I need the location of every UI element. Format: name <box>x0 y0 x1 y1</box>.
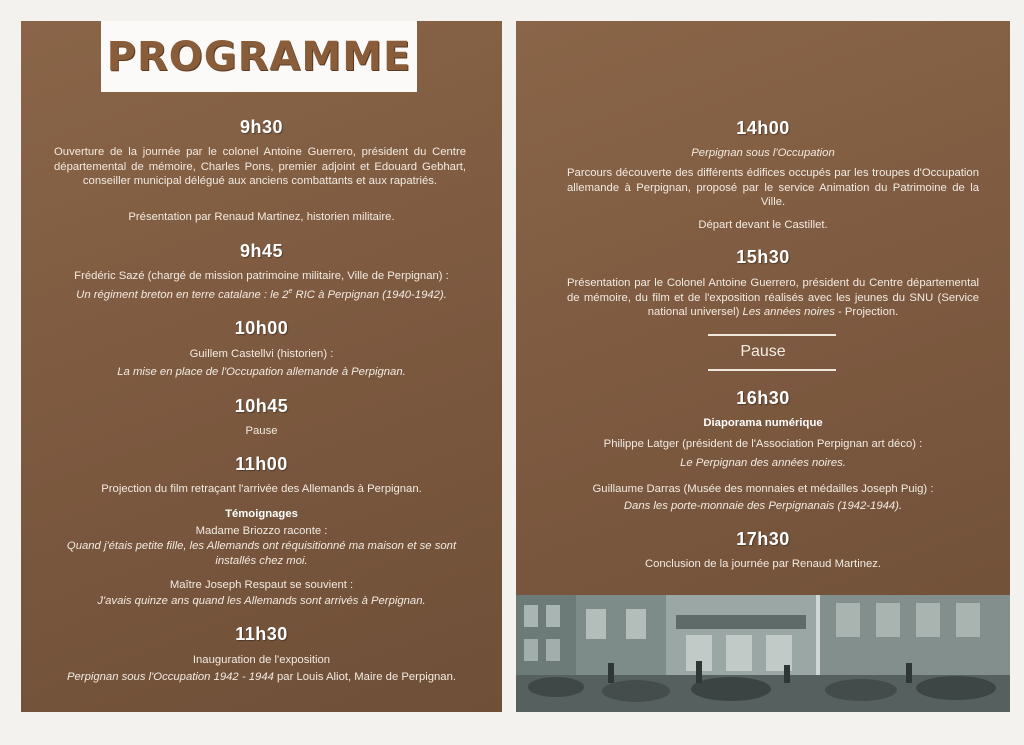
darras-speaker: Guillaume Darras (Musée des monnaies et médailles Joseph Puig) : <box>592 483 934 495</box>
departure-line: Départ devant le Castillet. <box>698 219 828 231</box>
saze-speaker: Frédéric Sazé (chargé de mission patrimoine militaire, Ville de Perpignan) : <box>74 270 449 282</box>
pause-divider-top <box>708 334 836 336</box>
opening-paragraph: Ouverture de la journée par le colonel Antoine Guerrero, président du Centre départemental de mémoire, Charles Pons, premier adjoint et Edouard Gebhart, conseiller municipal délégué aux anciens combattants et aux rapatriés. <box>54 146 466 187</box>
street-scene-image <box>516 595 1010 712</box>
left-panel <box>21 21 502 712</box>
inauguration-line: Inauguration de l'exposition <box>192 654 331 666</box>
right-panel <box>516 21 1010 712</box>
time-17h30: 17h30 <box>736 529 790 549</box>
time-11h30: 11h30 <box>235 624 288 644</box>
briozzo-intro: Madame Briozzo raconte : <box>195 525 328 537</box>
programme-title-box <box>101 21 417 92</box>
film-presentation-paragraph: Présentation par le Colonel Antoine Guerrero, président du Centre départemental de mémoire, du film et de l'exposition réalisés avec les jeunes du SNU (Service national universel) Les années noires - Projection. <box>567 277 979 318</box>
time-15h30: 15h30 <box>736 247 790 267</box>
programme-title: PROGRAMME <box>106 33 412 80</box>
castellvi-talk-title: La mise en place de l'Occupation allemande à Perpignan. <box>117 366 406 378</box>
presentation-line: Présentation par Renaud Martinez, historien militaire. <box>128 211 395 223</box>
saze-talk-title: Un régiment breton en terre catalane : le 2e RIC à Perpignan (1940-1942). <box>76 288 447 301</box>
walk-paragraph: Parcours découverte des différents édifices occupés par les troupes d'Occupation allemande à Perpignan, proposé par le service Animation du Patrimoine de la Ville. <box>567 167 979 208</box>
time-14h00: 14h00 <box>736 118 790 138</box>
pause-label: Pause <box>740 343 786 360</box>
respaut-quote: J'avais quinze ans quand les Allemands sont arrivés à Perpignan. <box>97 595 426 607</box>
latger-speaker: Philippe Latger (président de l'Association Perpignan art déco) : <box>603 438 923 450</box>
time-9h30: 9h30 <box>239 117 284 137</box>
castellvi-speaker: Guillem Castellvi (historien) : <box>189 348 334 360</box>
pause-divider-bottom <box>708 369 836 371</box>
conclusion-line: Conclusion de la journée par Renaud Martinez. <box>644 558 882 570</box>
exhibition-line: Perpignan sous l'Occupation 1942 - 1944 par Louis Aliot, Maire de Perpignan. <box>66 671 457 683</box>
latger-title: Le Perpignan des années noires. <box>680 457 846 469</box>
historical-street-photo <box>516 595 1010 712</box>
time-9h45: 9h45 <box>239 241 284 261</box>
slideshow-heading: Diaporama numérique <box>703 417 823 429</box>
respaut-intro: Maître Joseph Respaut se souvient : <box>169 579 354 591</box>
time-11h00: 11h00 <box>235 454 288 474</box>
briozzo-quote: Quand j'étais petite fille, les Allemands ont réquisitionné ma maison et se sont installés chez moi. <box>66 540 457 567</box>
walk-subtitle: Perpignan sous l'Occupation <box>691 147 835 159</box>
film-projection-line: Projection du film retraçant l'arrivée des Allemands à Perpignan. <box>101 483 422 495</box>
time-16h30: 16h30 <box>736 388 790 408</box>
pause-1045: Pause <box>245 425 278 437</box>
time-10h00: 10h00 <box>234 318 289 338</box>
time-10h45: 10h45 <box>234 396 289 416</box>
darras-title: Dans les porte-monnaie des Perpignanais (1942-1944). <box>623 500 903 512</box>
testimonies-heading: Témoignages <box>225 508 298 520</box>
